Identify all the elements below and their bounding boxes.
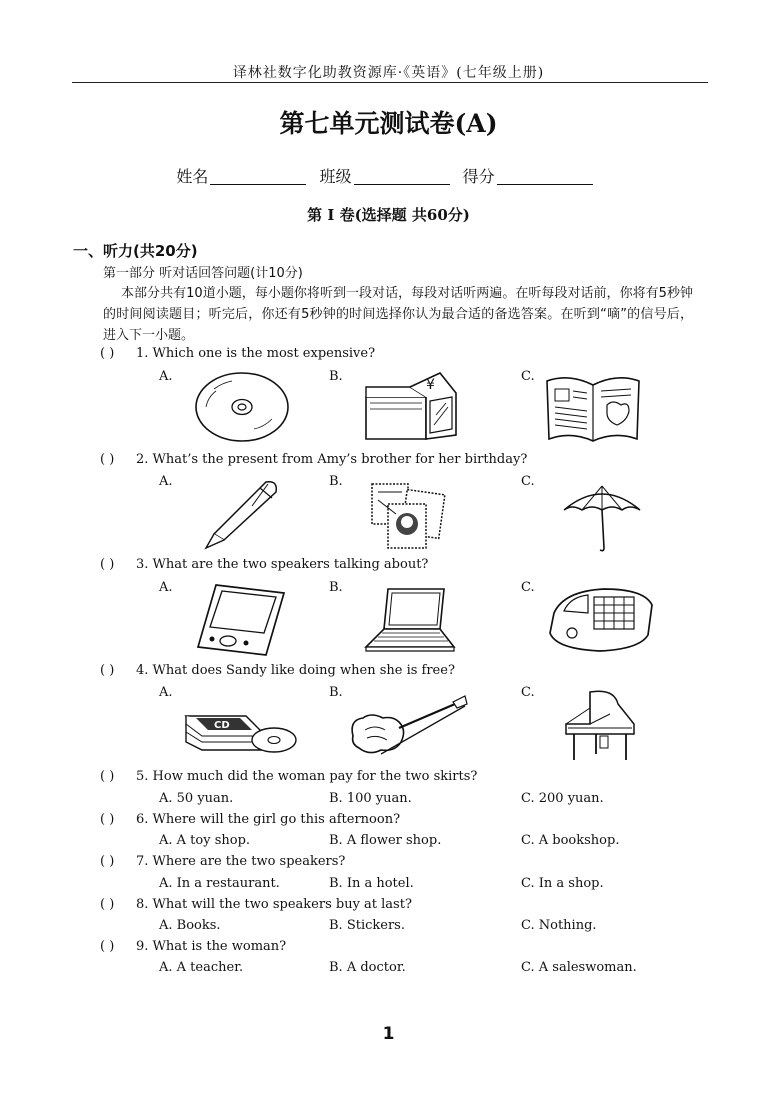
question-4	[100, 663, 455, 678]
option-a-label: A.	[159, 474, 173, 489]
option-b-label: B.	[329, 580, 343, 595]
option-b-label: B.	[329, 369, 343, 384]
answer-paren[interactable]: ( )	[100, 663, 115, 678]
answer-paren[interactable]: ( )	[100, 557, 115, 572]
option-b[interactable]: B. In a hotel.	[329, 876, 414, 891]
question-6	[100, 812, 400, 827]
option-a-label: A.	[159, 580, 173, 595]
mp4-player-icon[interactable]	[192, 583, 292, 657]
magazine-icon[interactable]	[543, 371, 643, 445]
score-label: 得分	[462, 167, 495, 186]
question-text: 2. What’s the present from Amy’s brother for her birthday?	[136, 452, 528, 467]
question-text: 3. What are the two speakers talking about?	[136, 557, 429, 572]
answer-paren[interactable]: ( )	[100, 812, 115, 827]
question-8	[100, 897, 412, 912]
option-a[interactable]: A. A toy shop.	[159, 833, 251, 848]
option-c[interactable]: C. 200 yuan.	[521, 791, 604, 806]
name-label: 姓名	[176, 167, 209, 186]
question-2	[100, 452, 527, 467]
student-info-line	[0, 164, 777, 187]
option-a[interactable]: A. A teacher.	[159, 960, 244, 975]
name-blank[interactable]	[210, 168, 306, 185]
svg-text:¥: ¥	[426, 377, 435, 393]
option-a[interactable]: A. Books.	[159, 918, 221, 933]
option-c[interactable]: C. Nothing.	[521, 918, 597, 933]
class-label: 班级	[319, 167, 352, 186]
answer-paren[interactable]: ( )	[100, 769, 115, 784]
page-number: 1	[382, 1024, 395, 1044]
laptop-icon[interactable]	[362, 585, 458, 655]
question-text: 4. What does Sandy like doing when she is free?	[136, 663, 455, 678]
option-a-label: A.	[159, 369, 173, 384]
part-title: 第 I 卷(选择题 共60分)	[307, 206, 470, 224]
wallet-icon[interactable]	[360, 367, 460, 441]
option-c[interactable]: C. A saleswoman.	[521, 960, 637, 975]
question-3	[100, 557, 428, 572]
option-c-label: C.	[521, 685, 535, 700]
option-b[interactable]: B. A doctor.	[329, 960, 406, 975]
option-b[interactable]: B. 100 yuan.	[329, 791, 412, 806]
question-1	[100, 346, 375, 361]
umbrella-icon[interactable]	[560, 480, 644, 554]
answer-paren[interactable]: ( )	[100, 452, 115, 467]
option-b-label: B.	[329, 685, 343, 700]
question-text: 7. Where are the two speakers?	[136, 854, 346, 869]
class-blank[interactable]	[354, 168, 450, 185]
question-text: 1. Which one is the most expensive?	[136, 346, 376, 361]
instructions: 本部分共有10道小题，每小题你将听到一段对话，每段对话听两遍。在听每段对话前，你将有5秒钟的时间阅读题目；听完后，你还有5秒钟的时间选择你认为最合适的备选答案。在听到“嘀”的信号后，进入下一小题。	[103, 286, 693, 343]
page-header: 译林社数字化助教资源库·《英语》(七年级上册)	[232, 65, 545, 81]
question-text: 9. What is the woman?	[136, 939, 287, 954]
question-text: 5. How much did the woman pay for the two skirts?	[136, 769, 478, 784]
question-text: 6. Where will the girl go this afternoon?	[136, 812, 401, 827]
stamps-icon[interactable]	[366, 478, 450, 552]
section-title: 一、听力(共20分)	[73, 242, 198, 260]
option-c-label: C.	[521, 369, 535, 384]
answer-paren[interactable]: ( )	[100, 897, 115, 912]
option-c[interactable]: C. In a shop.	[521, 876, 604, 891]
telephone-icon[interactable]	[544, 583, 658, 655]
answer-paren[interactable]: ( )	[100, 346, 115, 361]
option-a[interactable]: A. 50 yuan.	[159, 791, 234, 806]
cds-icon[interactable]	[182, 694, 302, 756]
answer-paren[interactable]: ( )	[100, 939, 115, 954]
option-c-label: C.	[521, 474, 535, 489]
piano-icon[interactable]	[560, 688, 640, 766]
violin-icon[interactable]	[345, 690, 471, 760]
question-5	[100, 769, 477, 784]
option-b[interactable]: B. Stickers.	[329, 918, 405, 933]
option-c-label: C.	[521, 580, 535, 595]
option-b-label: B.	[329, 474, 343, 489]
question-7	[100, 854, 345, 869]
pen-icon[interactable]	[202, 476, 284, 552]
question-text: 8. What will the two speakers buy at last?	[136, 897, 412, 912]
option-a[interactable]: A. In a restaurant.	[159, 876, 280, 891]
score-blank[interactable]	[497, 168, 593, 185]
svg-text:CD: CD	[214, 720, 230, 731]
subsection-title: 第一部分 听对话回答问题(计10分)	[103, 266, 303, 281]
page-title: 第七单元测试卷(A)	[279, 109, 498, 138]
header-rule	[72, 82, 708, 83]
answer-paren[interactable]: ( )	[100, 854, 115, 869]
option-c[interactable]: C. A bookshop.	[521, 833, 620, 848]
option-a-label: A.	[159, 685, 173, 700]
question-9	[100, 939, 286, 954]
cd-disc-icon[interactable]	[192, 369, 292, 445]
option-b[interactable]: B. A flower shop.	[329, 833, 442, 848]
